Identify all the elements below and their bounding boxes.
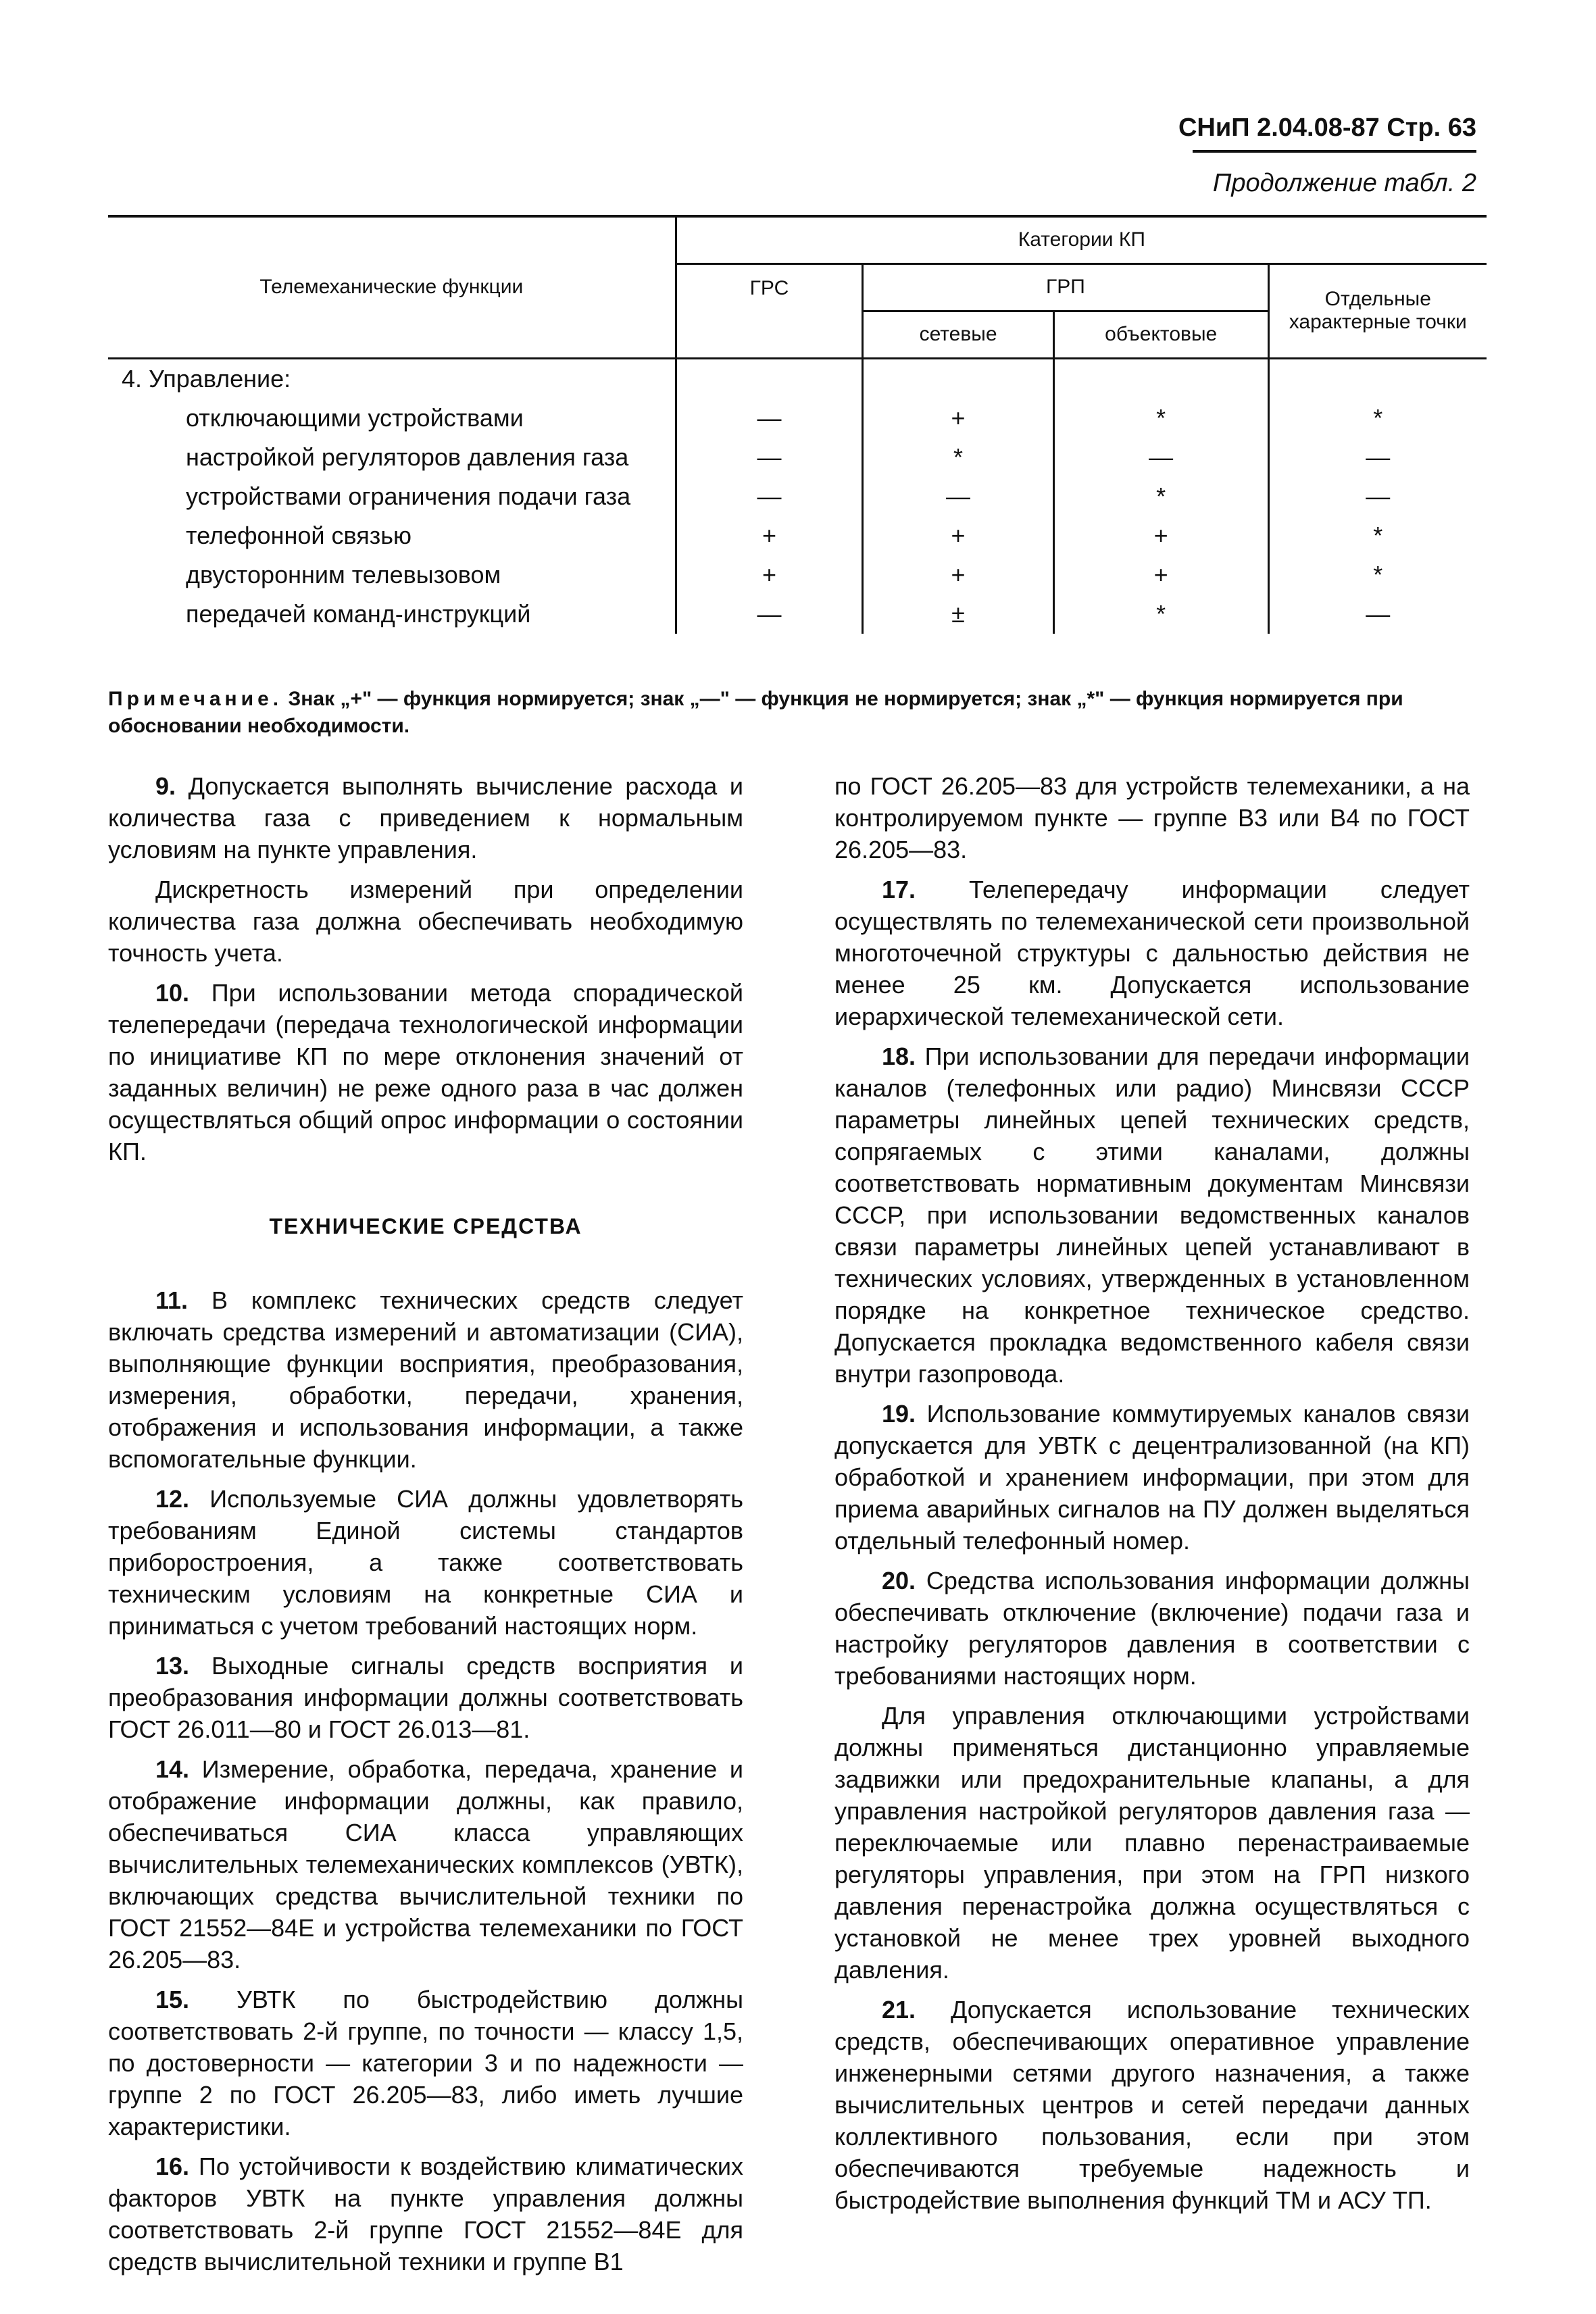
note-text: Знак „+" — функция нормируется; знак „—" — функция не нормируется; знак „*" — функция нормируется при обосновании необходимости. (108, 688, 1403, 737)
paragraph-20b: Для управления отключающими устройствами должны применяться дистанционно управляемые задвижки или предохранительные клапаны, а для управления настройкой регуляторов давления газа — переключаемые или плавно перенастраиваемые регуляторы управления, при этом на ГРП низкого давления перенастройка должна осуществляться с установкой не менее трех уровней выходного давления. (834, 1702, 1470, 1984)
page-header: СНиП 2.04.08-87 Стр. 63 (1178, 114, 1476, 142)
table-row (108, 555, 1487, 595)
cell-points: * (1268, 555, 1487, 595)
cell-grs: — (676, 477, 863, 516)
paragraph-9b: Дискретность измерений при определении количества газа должна обеспечивать необходимую точность учета. (108, 876, 743, 967)
paragraph-11: 11. В комплекс технических средств следует включать средства измерений и автоматизации (СИА), выполняющие функции восприятия, преобразования, измерения, обработки, передачи, хранения, отображения и использования информации, а также вспомогательные функции. (108, 1286, 743, 1473)
header-rule (1193, 150, 1476, 153)
cell-grs: — (676, 438, 863, 477)
col-header-points: Отдельные характерные точки (1268, 263, 1487, 358)
cell-network: + (863, 555, 1054, 595)
row-label: двусторонним телевызовом (186, 560, 501, 588)
cell-network: + (863, 516, 1054, 555)
paragraph-18: 18. При использовании для передачи информации каналов (телефонных или радио) Минсвязи СССР параметры линейных цепей технических средств, сопрягаемых с этими каналами, должны соответствовать нормативным документам Минсвязи СССР, при использовании ведомственных каналов связи параметры линейных цепей устанавливают в технических условиях, утвержденных в установленном порядке на конкретное техническое средство. Допускается прокладка ведомственного кабеля связи внутри газопровода. (834, 1042, 1470, 1388)
table-group-label: 4. Управление: (122, 364, 291, 393)
cell-network: ± (863, 595, 1054, 634)
row-label: отключающими устройствами (186, 403, 524, 432)
row-label: телефонной связью (186, 521, 412, 549)
table-row (108, 438, 1487, 477)
col-header-categories: Категории КП (676, 216, 1487, 263)
table-continuation-label: Продолжение табл. 2 (1212, 169, 1476, 197)
cell-object: * (1053, 477, 1268, 516)
paragraph-19: 19. Использование коммутируемых каналов связи допускается для УВТК с децентрализованной (на КП) обработкой и хранением информации, при этом для приема аварийных сигналов на ПУ должен выделяться отдельный телефонный номер. (834, 1400, 1470, 1555)
left-column (108, 770, 743, 2286)
table-note (108, 686, 1487, 740)
paragraph-21: 21. Допускается использование технических средств, обеспечивающих оперативное управление инженерными сетями другого назначения, а также вычислительных центров и сетей передачи данных коллективного пользования, если при этом обеспечиваются требуемые надежность и быстродействие выполнения функций ТМ и АСУ ТП. (834, 1996, 1470, 2214)
col-header-object: объектовые (1053, 311, 1268, 358)
cell-points: — (1268, 438, 1487, 477)
paragraph-17: 17. Телепередачу информации следует осуществлять по телемеханической сети произвольной многоточечной структуры с дальностью действия не менее 25 км. Допускается использование иерархической телемеханической сети. (834, 876, 1470, 1030)
cell-points: * (1268, 516, 1487, 555)
cell-grs: + (676, 516, 863, 555)
table-row (108, 477, 1487, 516)
telemechanics-table (108, 215, 1487, 634)
table-row (108, 595, 1487, 634)
row-label: передачей команд-инструкций (186, 599, 531, 628)
row-label: устройствами ограничения подачи газа (186, 482, 631, 510)
right-column (834, 770, 1470, 2224)
cell-object: — (1053, 438, 1268, 477)
cell-grs: — (676, 399, 863, 438)
cell-object: + (1053, 516, 1268, 555)
table-row (108, 516, 1487, 555)
cell-points: — (1268, 477, 1487, 516)
cell-object: + (1053, 555, 1268, 595)
row-label: настройкой регуляторов давления газа (186, 443, 629, 471)
cell-grs: + (676, 555, 863, 595)
paragraph-14: 14. Измерение, обработка, передача, хранение и отображение информации должны, как правило, обеспечиваться СИА класса управляющих вычислительных телемеханических комплексов (УВТК), включающих средства вычислительной техники по ГОСТ 21552—84Е и устройства телемеханики по ГОСТ 26.205—83. (108, 1755, 743, 1973)
note-label: Примечание. (108, 688, 283, 710)
paragraph-20: 20. Средства использования информации должны обеспечивать отключение (включение) подачи газа и настройку регуляторов давления в соответствии с требованиями настоящих норм. (834, 1567, 1470, 1690)
cell-object: * (1053, 595, 1268, 634)
col-header-network: сетевые (863, 311, 1054, 358)
paragraph-9: 9. Допускается выполнять вычисление расхода и количества газа с приведением к нормальным условиям на пункте управления. (108, 772, 743, 863)
paragraph-12: 12. Используемые СИА должны удовлетворять требованиям Единой системы стандартов приборостроения, а также соответствовать техническим условиям на конкретные СИА и приниматься с учетом требований настоящих норм. (108, 1485, 743, 1640)
paragraph-13: 13. Выходные сигналы средств восприятия и преобразования информации должны соответствовать ГОСТ 26.011—80 и ГОСТ 26.013—81. (108, 1652, 743, 1743)
paragraph-16: 16. По устойчивости к воздействию климатических факторов УВТК на пункте управления должны соответствовать 2-й группе ГОСТ 21552—84Е для средств вычислительной техники и группе В1 (108, 2153, 743, 2275)
col-header-grp: ГРП (863, 263, 1268, 311)
paragraph-15: 15. УВТК по быстродействию должны соответствовать 2-й группе, по точности — классу 1,5, по достоверности — категории 3 и по надежности — группе 2 по ГОСТ 26.205—83, либо иметь лучшие характеристики. (108, 1986, 743, 2140)
cell-network: — (863, 477, 1054, 516)
col-header-functions: Телемеханические функции (108, 216, 676, 358)
cell-points: * (1268, 399, 1487, 438)
cell-points: — (1268, 595, 1487, 634)
table-row (108, 399, 1487, 438)
section-title: ТЕХНИЧЕСКИЕ СРЕДСТВА (269, 1214, 582, 1238)
cell-object: * (1053, 399, 1268, 438)
paragraph-16-continued: по ГОСТ 26.205—83 для устройств телемеханики, а на контролируемом пункте — группе В3 или В4 по ГОСТ 26.205—83. (834, 772, 1470, 863)
paragraph-10: 10. При использовании метода спорадической телепередачи (передача технологической информации по инициативе КП по мере отклонения значений от заданных величин) не реже одного раза в час должен осуществляться общий опрос информации о состоянии КП. (108, 979, 743, 1165)
cell-network: + (863, 399, 1054, 438)
cell-grs: — (676, 595, 863, 634)
cell-network: * (863, 438, 1054, 477)
col-header-grs: ГРС (676, 263, 863, 358)
